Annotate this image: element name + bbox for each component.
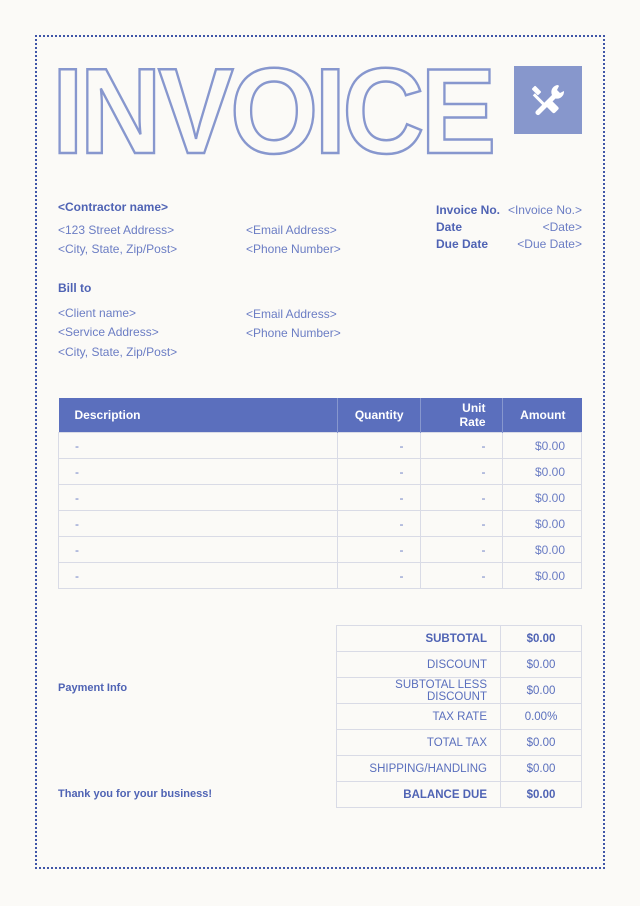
cell-unit-rate[interactable]: - — [420, 485, 502, 511]
totals-table — [336, 625, 582, 808]
table-row — [59, 459, 582, 485]
cell-unit-rate[interactable]: - — [420, 433, 502, 459]
cell-description[interactable]: - — [59, 563, 338, 589]
date-value: <Date> — [542, 220, 582, 234]
subtotal-value: $0.00 — [501, 626, 582, 652]
cell-description[interactable]: - — [59, 433, 338, 459]
cell-amount: $0.00 — [502, 537, 582, 563]
cell-quantity[interactable]: - — [337, 537, 420, 563]
shipping-label: SHIPPING/HANDLING — [337, 756, 501, 782]
balance-due-value: $0.00 — [501, 782, 582, 808]
cell-amount: $0.00 — [502, 459, 582, 485]
invoice-no-value: <Invoice No.> — [507, 203, 582, 217]
tools-icon — [528, 80, 568, 120]
col-description: Description — [59, 398, 338, 433]
invoice-no-label: Invoice No. — [436, 203, 501, 217]
cell-quantity[interactable]: - — [337, 433, 420, 459]
logo-box — [514, 66, 582, 134]
cell-description[interactable]: - — [59, 459, 338, 485]
table-row — [59, 485, 582, 511]
cell-amount: $0.00 — [502, 485, 582, 511]
table-row — [59, 563, 582, 589]
table-row — [59, 511, 582, 537]
tax-rate-value[interactable]: 0.00% — [501, 704, 582, 730]
discount-label: DISCOUNT — [337, 652, 501, 678]
contractor-city: <City, State, Zip/Post> — [58, 242, 178, 256]
total-tax-value: $0.00 — [501, 730, 582, 756]
cell-quantity[interactable]: - — [337, 485, 420, 511]
due-date-value: <Due Date> — [517, 237, 582, 251]
cell-amount: $0.00 — [502, 563, 582, 589]
tax-rate-label: TAX RATE — [337, 704, 501, 730]
cell-quantity[interactable]: - — [337, 459, 420, 485]
cell-description[interactable]: - — [59, 485, 338, 511]
client-phone: <Phone Number> — [246, 326, 341, 340]
subtotal-label: SUBTOTAL — [337, 626, 501, 652]
totals-row-total-tax — [337, 730, 582, 756]
total-tax-label: TOTAL TAX — [337, 730, 501, 756]
bill-to-heading: Bill to — [58, 281, 92, 295]
client-address: <Service Address> — [58, 325, 159, 339]
subtotal-less-discount-value: $0.00 — [501, 678, 582, 704]
cell-unit-rate[interactable]: - — [420, 511, 502, 537]
client-email: <Email Address> — [246, 307, 337, 321]
cell-description[interactable]: - — [59, 511, 338, 537]
contractor-phone: <Phone Number> — [246, 242, 341, 256]
col-amount: Amount — [502, 398, 582, 433]
line-items-table — [58, 398, 582, 589]
invoice-title: INVOICE — [52, 43, 493, 179]
balance-due-label: BALANCE DUE — [337, 782, 501, 808]
date-label: Date — [436, 220, 463, 234]
thank-you-note: Thank you for your business! — [58, 788, 213, 800]
cell-description[interactable]: - — [59, 537, 338, 563]
cell-unit-rate[interactable]: - — [420, 459, 502, 485]
cell-quantity[interactable]: - — [337, 563, 420, 589]
totals-row-subtotal — [337, 626, 582, 652]
totals-row-shipping — [337, 756, 582, 782]
contractor-name: <Contractor name> — [58, 200, 169, 214]
col-quantity: Quantity — [337, 398, 420, 433]
client-city: <City, State, Zip/Post> — [58, 345, 178, 359]
table-row — [59, 537, 582, 563]
col-unit-rate: Unit Rate — [420, 398, 502, 433]
subtotal-less-discount-label: SUBTOTAL LESS DISCOUNT — [337, 678, 501, 704]
payment-info-heading: Payment Info — [58, 682, 128, 694]
table-header-row — [59, 398, 582, 433]
cell-quantity[interactable]: - — [337, 511, 420, 537]
table-row — [59, 433, 582, 459]
due-date-label: Due Date — [436, 237, 489, 251]
cell-unit-rate[interactable]: - — [420, 563, 502, 589]
totals-row-tax-rate — [337, 704, 582, 730]
totals-row-subtotal-less-discount — [337, 678, 582, 704]
contractor-street: <123 Street Address> — [58, 223, 175, 237]
cell-amount: $0.00 — [502, 433, 582, 459]
totals-row-balance-due — [337, 782, 582, 808]
contractor-email: <Email Address> — [246, 223, 337, 237]
cell-amount: $0.00 — [502, 511, 582, 537]
client-name: <Client name> — [58, 306, 137, 320]
totals-row-discount — [337, 652, 582, 678]
cell-unit-rate[interactable]: - — [420, 537, 502, 563]
shipping-value[interactable]: $0.00 — [501, 756, 582, 782]
discount-value[interactable]: $0.00 — [501, 652, 582, 678]
